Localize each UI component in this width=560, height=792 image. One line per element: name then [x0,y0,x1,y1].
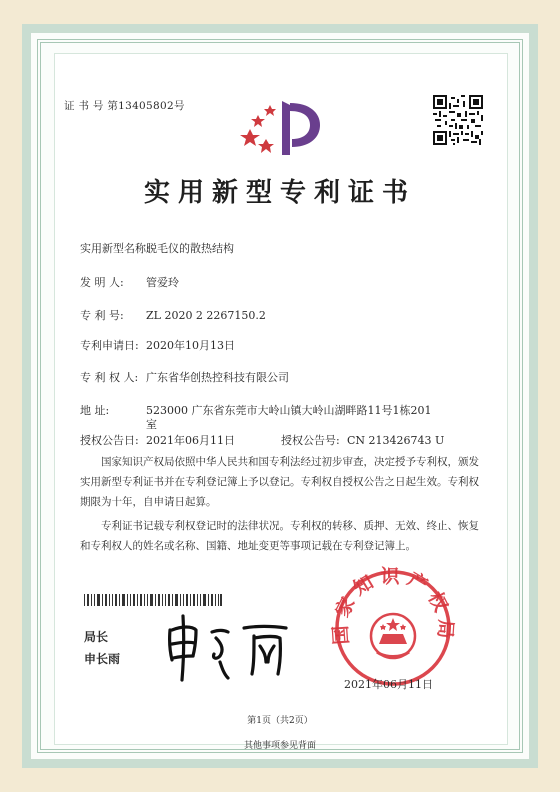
field-patentee [80,369,289,385]
grant-statement: 国家知识产权局依照中华人民共和国专利法经过初步审查，决定授予专利权，颁发实用新型专利证书并在专利登记簿上予以登记。专利权自授权公告之日起生效。专利权期限为十年，自申请日起算。 [80,456,479,508]
seal-text: 国家知识产权局 [329,566,457,646]
page-indicator: 第1页（共2页） [247,716,313,726]
svg-text:国家知识产权局 [329,566,456,645]
field-inventor [80,274,179,290]
field-label: 发 明 人: [80,276,124,289]
certificate-title: 实用新型专利证书 [143,178,416,208]
field-label: 授权公告号: [281,434,340,447]
field-label: 专利申请日: [80,339,139,352]
announcement-date [80,432,235,448]
field-patent-number [80,307,266,323]
field-label: 专 利 权 人: [80,371,139,384]
field-value: CN 213426743 U [347,434,445,447]
qr-code-icon [433,95,483,145]
field-value: 2021年06月11日 [146,434,235,447]
field-value: ZL 2020 2 2267150.2 [146,309,266,322]
cnipa-logo-icon [236,95,326,159]
field-address-cont [80,416,157,432]
announcement-number [281,432,444,448]
field-application-date [80,337,235,353]
certificate-number: 证 书 号 第13405802号 [64,100,185,112]
field-label: 实用新型名称: [80,242,150,255]
field-label: 地 址: [80,404,110,417]
field-value: 广东省华创热控科技有限公司 [146,371,289,384]
field-value: 脱毛仪的散热结构 [146,242,234,255]
director-name: 申长雨 [84,652,121,666]
field-label: 授权公告日: [80,434,139,447]
legal-status-note: 专利证书记载专利权登记时的法律状况。专利权的转移、质押、无效、终止、恢复和专利权人的姓名或名称、国籍、地址变更等事项记载在专利登记簿上。 [80,520,479,552]
director-signature [160,608,300,684]
seal-date: 2021年06月11日 [344,678,433,691]
field-label: 专 利 号: [80,309,124,322]
field-value: 室 [146,418,157,431]
field-utility-model-name [80,240,234,256]
footer-note: 其他事项参见背面 [243,741,316,751]
field-value: 2020年10月13日 [146,339,235,352]
director-title: 局长 [84,630,109,644]
field-value: 523000 广东省东莞市大岭山镇大岭山湖畔路11号1栋201 [146,404,432,417]
national-emblem-icon [371,614,415,658]
barcode-icon [84,594,222,606]
field-value: 管爱玲 [146,276,179,289]
